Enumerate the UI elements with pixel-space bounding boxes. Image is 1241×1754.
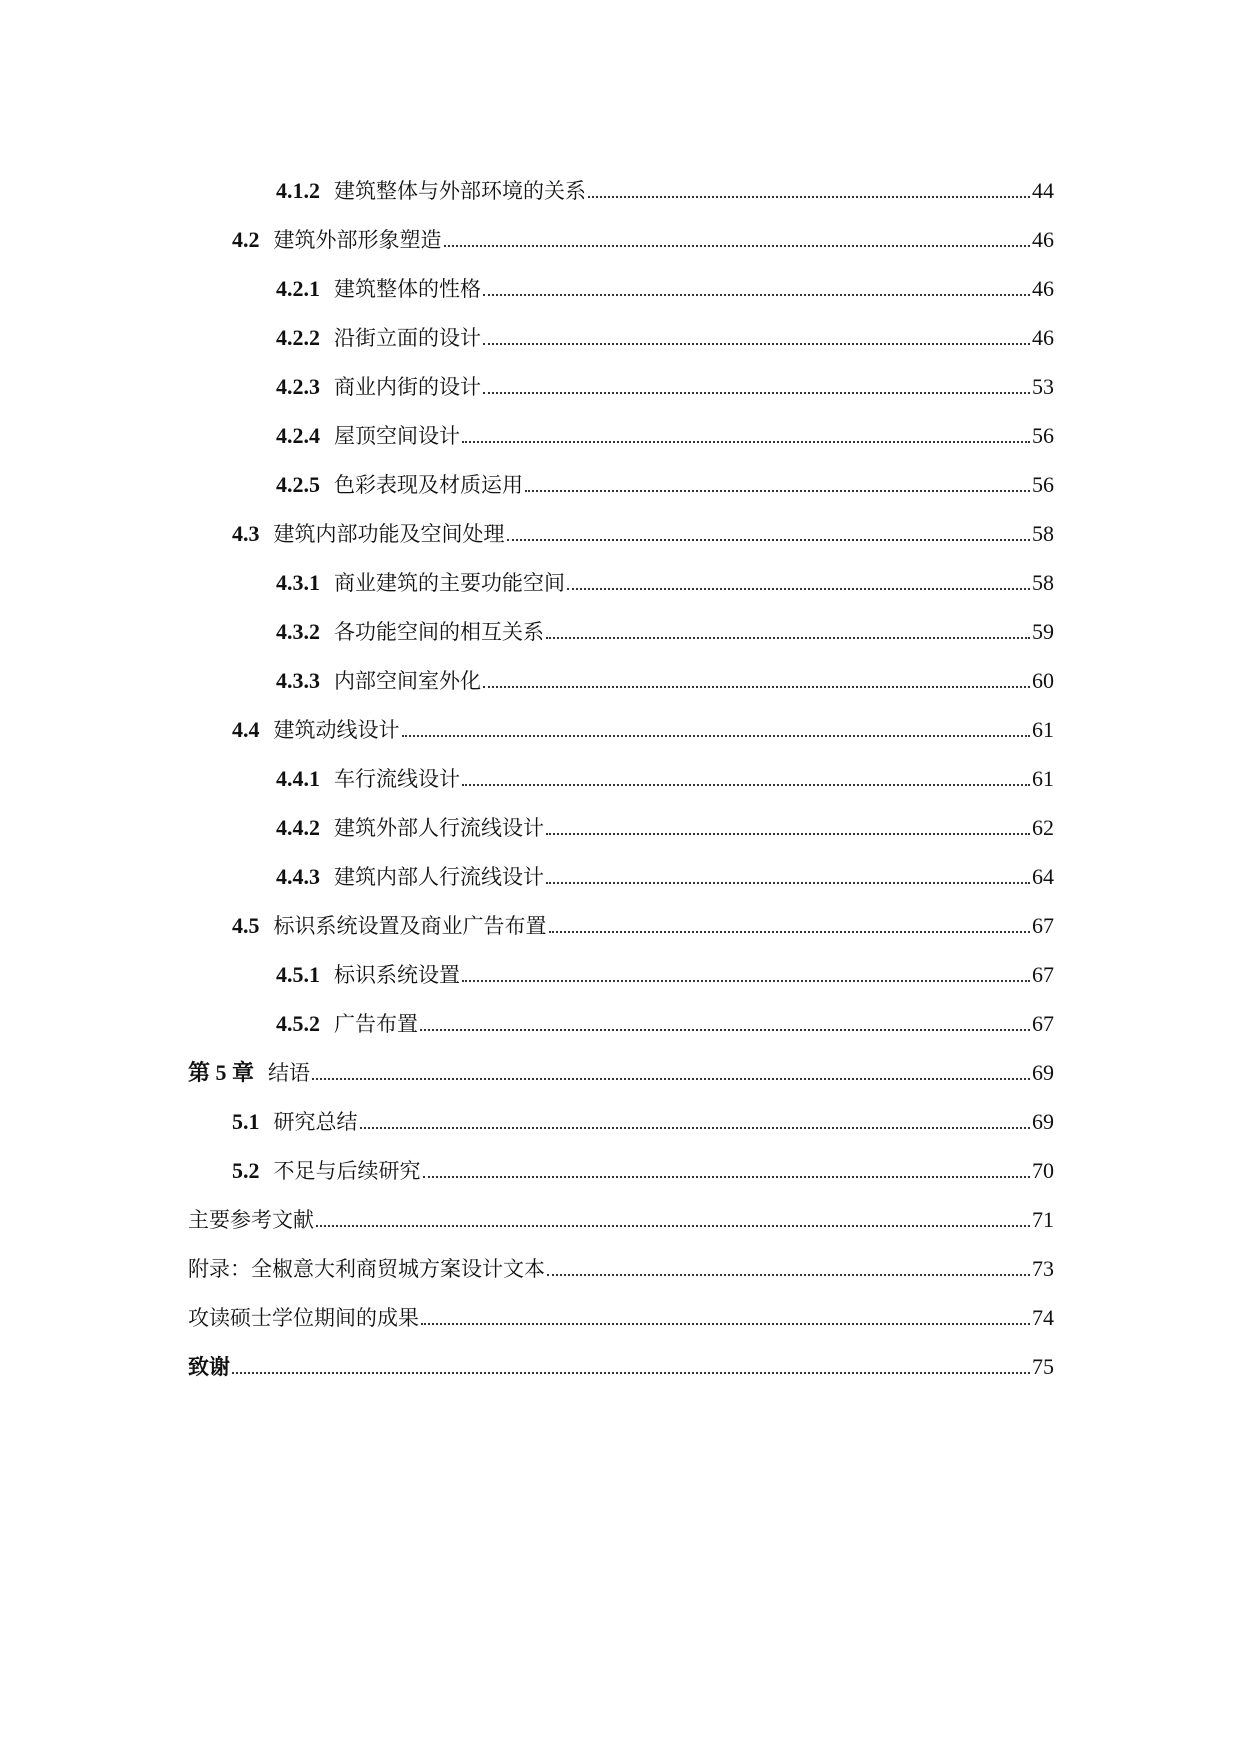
toc-entry[interactable] — [188, 253, 1054, 302]
toc-entry-page: 44 — [1032, 178, 1054, 203]
toc-entry-page: 46 — [1032, 325, 1054, 350]
toc-entry-page: 69 — [1032, 1109, 1054, 1134]
toc-entry-page: 58 — [1032, 521, 1054, 546]
toc-entry[interactable] — [188, 890, 1054, 939]
toc-entry-title: 建筑外部形象塑造 — [273, 228, 442, 252]
toc-entry[interactable] — [188, 547, 1054, 596]
toc-entry[interactable] — [188, 645, 1054, 694]
toc-entry[interactable] — [188, 1135, 1054, 1184]
toc-entry-page: 67 — [1032, 913, 1054, 938]
dot-leader — [483, 343, 1030, 345]
toc-entry-title: 不足与后续研究 — [273, 1159, 421, 1183]
toc-entry[interactable] — [188, 302, 1054, 351]
toc-entry-number: 4.2.2 — [276, 325, 320, 350]
toc-entry-page: 61 — [1032, 766, 1054, 791]
toc-entry-number: 4.3.2 — [276, 619, 320, 644]
toc-entry-number: 4.4.3 — [276, 864, 320, 889]
toc-entry-title: 屋顶空间设计 — [334, 424, 460, 448]
dot-leader — [547, 1274, 1030, 1276]
toc-entry-page: 61 — [1032, 717, 1054, 742]
toc-entry-title: 结语 — [268, 1061, 311, 1085]
toc-entry-title: 附录：全椒意大利商贸城方案设计文本 — [188, 1257, 545, 1281]
toc-entry-page: 56 — [1032, 423, 1054, 448]
dot-leader — [546, 637, 1030, 639]
toc-entry-number: 4.4 — [232, 717, 260, 742]
toc-entry-achievements[interactable] — [188, 1282, 1054, 1331]
toc-entry-title: 建筑内部功能及空间处理 — [273, 522, 505, 546]
toc-entry-title: 各功能空间的相互关系 — [334, 620, 544, 644]
toc-entry[interactable] — [188, 596, 1054, 645]
toc-entry-number: 4.2.3 — [276, 374, 320, 399]
toc-entry-title: 主要参考文献 — [188, 1208, 314, 1232]
toc-entry-number: 4.4.2 — [276, 815, 320, 840]
dot-leader — [525, 490, 1030, 492]
toc-entry-title: 建筑外部人行流线设计 — [334, 816, 544, 840]
toc-entry[interactable] — [188, 939, 1054, 988]
toc-entry-title: 研究总结 — [273, 1110, 358, 1134]
dot-leader — [462, 980, 1030, 982]
dot-leader — [507, 539, 1031, 541]
toc-entry-page: 67 — [1032, 1011, 1054, 1036]
toc-entry[interactable] — [188, 1086, 1054, 1135]
toc-entry-title: 广告布置 — [334, 1012, 418, 1036]
toc-entry-title: 内部空间室外化 — [334, 669, 481, 693]
dot-leader — [462, 784, 1030, 786]
dot-leader — [444, 245, 1031, 247]
toc-entry-number: 5.2 — [232, 1158, 260, 1183]
dot-leader — [421, 1323, 1030, 1325]
toc-entry-acknowledgements[interactable] — [188, 1331, 1054, 1380]
dot-leader — [232, 1372, 1030, 1374]
toc-entry[interactable] — [188, 694, 1054, 743]
dot-leader — [546, 882, 1030, 884]
toc-entry-page: 67 — [1032, 962, 1054, 987]
toc-entry-number: 4.2 — [232, 227, 260, 252]
toc-entry[interactable] — [188, 841, 1054, 890]
toc-entry-title: 标识系统设置 — [334, 963, 460, 987]
toc-entry[interactable] — [188, 498, 1054, 547]
toc-entry-number: 4.5 — [232, 913, 260, 938]
dot-leader — [420, 1029, 1030, 1031]
toc-entry-page: 46 — [1032, 276, 1054, 301]
toc-entry[interactable] — [188, 743, 1054, 792]
toc-entry-title: 建筑内部人行流线设计 — [334, 865, 544, 889]
toc-entry-page: 62 — [1032, 815, 1054, 840]
toc-entry-number: 4.3.1 — [276, 570, 320, 595]
toc-entry-number: 4.2.1 — [276, 276, 320, 301]
toc-entry-number: 第 5 章 — [188, 1060, 255, 1085]
toc-entry-number: 4.4.1 — [276, 766, 320, 791]
toc-entry[interactable] — [188, 792, 1054, 841]
toc-entry-title: 车行流线设计 — [334, 767, 460, 791]
toc-entry-title: 建筑动线设计 — [273, 718, 400, 742]
toc-entry-title: 商业内街的设计 — [334, 375, 481, 399]
toc-entry-title: 致谢 — [188, 1355, 230, 1379]
table-of-contents — [188, 155, 1054, 1380]
dot-leader — [360, 1127, 1031, 1129]
toc-entry-appendix[interactable] — [188, 1233, 1054, 1282]
toc-entry-page: 46 — [1032, 227, 1054, 252]
toc-entry-title: 标识系统设置及商业广告布置 — [273, 914, 547, 938]
toc-entry-number: 4.5.1 — [276, 962, 320, 987]
toc-entry-page: 56 — [1032, 472, 1054, 497]
dot-leader — [402, 735, 1031, 737]
toc-entry-page: 74 — [1032, 1305, 1054, 1330]
toc-entry-number: 4.5.2 — [276, 1011, 320, 1036]
toc-entry-page: 70 — [1032, 1158, 1054, 1183]
dot-leader — [588, 196, 1030, 198]
toc-entry[interactable] — [188, 449, 1054, 498]
toc-entry-chapter[interactable] — [188, 1037, 1054, 1086]
toc-entry-page: 75 — [1032, 1354, 1054, 1379]
toc-entry-page: 58 — [1032, 570, 1054, 595]
toc-entry-page: 71 — [1032, 1207, 1054, 1232]
dot-leader — [567, 588, 1030, 590]
toc-entry-number: 4.2.4 — [276, 423, 320, 448]
toc-entry-title: 色彩表现及材质运用 — [334, 473, 523, 497]
dot-leader — [312, 1078, 1030, 1080]
toc-entry-number: 4.1.2 — [276, 178, 320, 203]
toc-entry-page: 69 — [1032, 1060, 1054, 1085]
toc-entry-references[interactable] — [188, 1184, 1054, 1233]
toc-entry[interactable] — [188, 204, 1054, 253]
dot-leader — [483, 294, 1030, 296]
toc-entry-page: 60 — [1032, 668, 1054, 693]
dot-leader — [423, 1176, 1031, 1178]
toc-entry[interactable] — [188, 155, 1054, 204]
toc-entry-title: 商业建筑的主要功能空间 — [334, 571, 565, 595]
toc-entry-title: 攻读硕士学位期间的成果 — [188, 1306, 419, 1330]
toc-entry[interactable] — [188, 400, 1054, 449]
toc-entry-number: 5.1 — [232, 1109, 260, 1134]
toc-entry-title: 建筑整体与外部环境的关系 — [334, 179, 586, 203]
dot-leader — [483, 686, 1030, 688]
dot-leader — [316, 1225, 1030, 1227]
toc-entry-page: 64 — [1032, 864, 1054, 889]
dot-leader — [546, 833, 1030, 835]
toc-entry-page: 53 — [1032, 374, 1054, 399]
toc-entry-title: 建筑整体的性格 — [334, 277, 481, 301]
dot-leader — [462, 441, 1030, 443]
dot-leader — [483, 392, 1030, 394]
toc-entry-number: 4.3 — [232, 521, 260, 546]
toc-entry[interactable] — [188, 988, 1054, 1037]
toc-entry-number: 4.2.5 — [276, 472, 320, 497]
toc-entry-page: 73 — [1032, 1256, 1054, 1281]
toc-entry-page: 59 — [1032, 619, 1054, 644]
toc-entry-title: 沿街立面的设计 — [334, 326, 481, 350]
toc-entry-number: 4.3.3 — [276, 668, 320, 693]
toc-entry[interactable] — [188, 351, 1054, 400]
dot-leader — [549, 931, 1031, 933]
